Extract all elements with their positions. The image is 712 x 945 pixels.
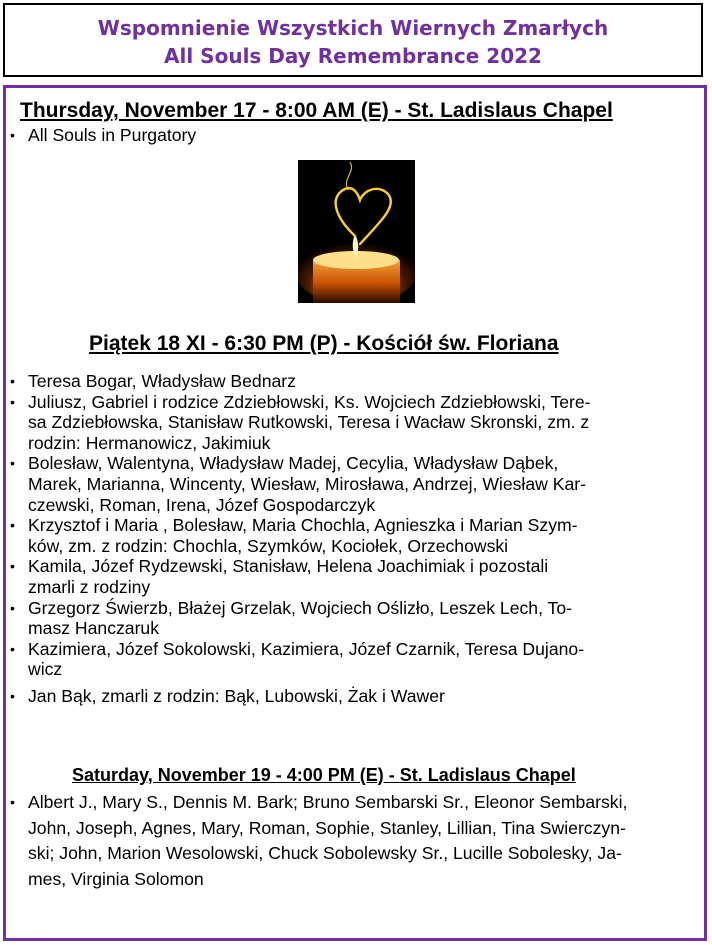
list-item: • Juliusz, Gabriel i rodzice Zdziebłowski, Ks. Wojciech Zdziebłowski, Tere- sa Zdziebłowska, Stanisław Rutkowski, Teresa i Wacław Skronski, zm. z rodzin: Hermanowicz, Jakimiuk [4,392,706,454]
title-box [3,3,703,77]
list-item: • Grzegorz Świerzb, Błażej Grzelak, Wojciech Oślizło, Leszek Lech, To- masz Hanczaruk [4,598,706,639]
list-item: • All Souls in Purgatory [4,125,704,146]
friday-heading: Piątek 18 XI - 6:30 PM (P) - Kościół św. Floriana [89,332,559,355]
friday-list [4,371,706,707]
list-item: • Teresa Bogar, Władysław Bednarz [4,371,706,392]
title-english: All Souls Day Remembrance 2022 [164,44,542,68]
list-item: • Kamila, Józef Rydzewski, Stanisław, Helena Joachimiak i pozostali zmarli z rodziny [4,556,706,597]
heart-candle-icon [298,160,415,303]
list-item: • Kazimiera, Józef Sokolowski, Kazimiera, Józef Czarnik, Teresa Dujano- wicz [4,639,706,680]
list-item: • Krzysztof i Maria , Bolesław, Maria Chochla, Agnieszka i Marian Szym- ków, zm. z rodzin: Chochla, Szymków, Kociołek, Orzechowski [4,515,706,556]
title-polish: Wspomnienie Wszystkich Wiernych Zmarłych [97,16,609,40]
thursday-heading: Thursday, November 17 - 8:00 AM (E) - St. Ladislaus Chapel [20,99,613,122]
saturday-list [4,790,706,893]
list-item: • Albert J., Mary S., Dennis M. Bark; Bruno Sembarski Sr., Eleonor Sembarski, John, Joseph, Agnes, Mary, Roman, Sophie, Stanley, Lillian, Tina Swierczyn- ski; John, Marion Wesolowski, Chuck Sobolewsky Sr., Lucille Sobolesky, Ja- mes, Virginia Solomon [4,790,706,893]
thursday-list [4,125,704,146]
list-item: • Jan Bąk, zmarli z rodzin: Bąk, Lubowski, Żak i Wawer [4,686,706,707]
saturday-heading: Saturday, November 19 - 4:00 PM (E) - St. Ladislaus Chapel [72,765,576,785]
list-item: • Bolesław, Walentyna, Władysław Madej, Cecylia, Władysław Dąbek, Marek, Marianna, Wincenty, Wiesław, Mirosława, Andrzej, Wiesław Kar- czewski, Roman, Irena, Józef Gospodarczyk [4,453,706,515]
